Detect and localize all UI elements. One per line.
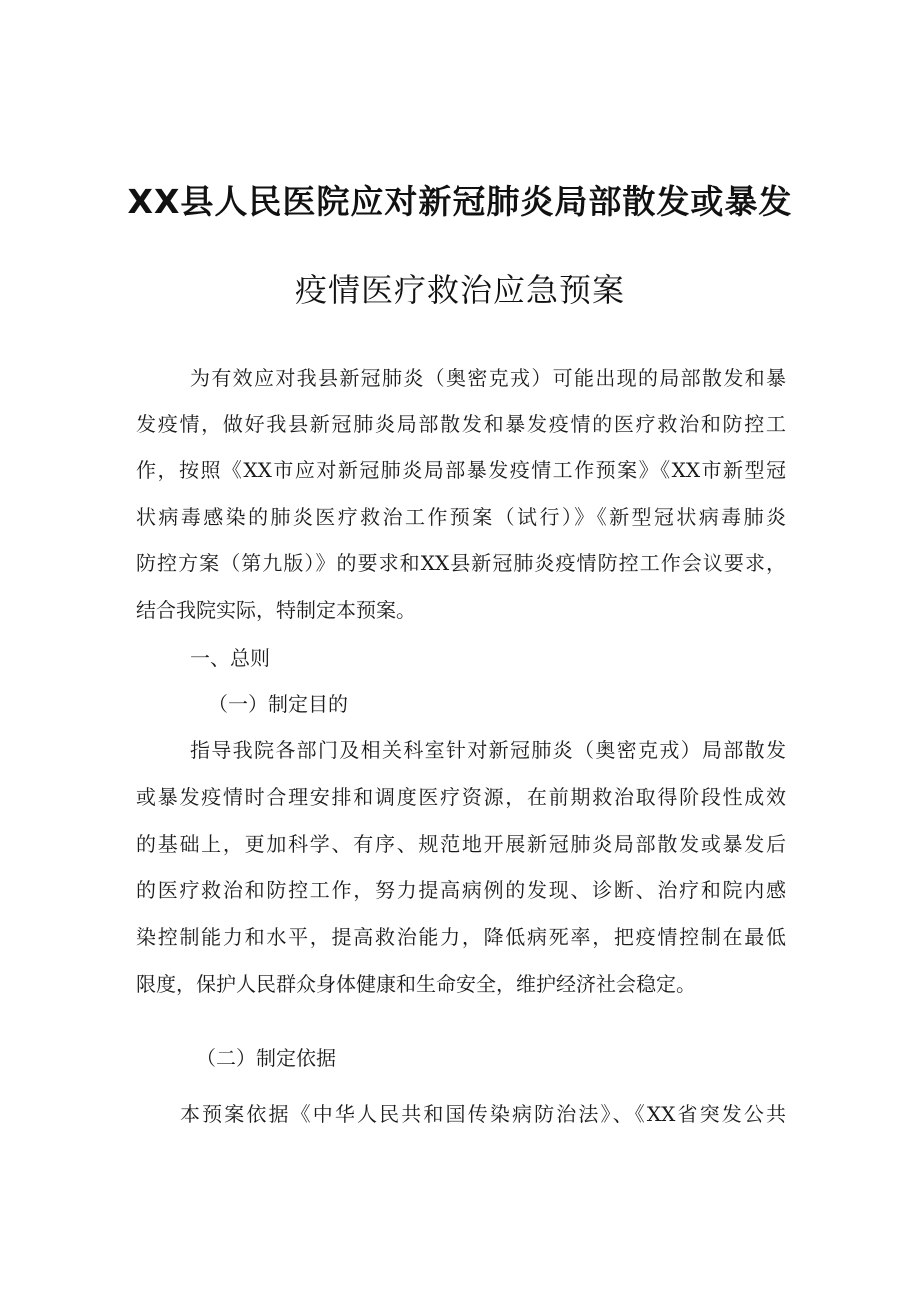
subsection-1-heading: （一）制定目的	[208, 692, 348, 716]
document-title-line-2: 疫情医疗救治应急预案	[294, 271, 625, 309]
purpose-line-5: 染控制能力和水平，提高救治能力，降低病死率，把疫情控制在最低	[136, 925, 786, 949]
intro-line-4: 状病毒感染的肺炎医疗救治工作预案（试行）》《新型冠状病毒肺炎	[136, 505, 786, 529]
purpose-line-4: 的医疗救治和防控工作，努力提高病例的发现、诊断、治疗和院内感	[136, 878, 786, 902]
purpose-line-6: 限度，保护人民群众身体健康和生命安全，维护经济社会稳定。	[136, 972, 696, 996]
intro-line-1: 为有效应对我县新冠肺炎（奥密克戎）可能出现的局部散发和暴	[190, 366, 786, 390]
purpose-line-2: 或暴发疫情时合理安排和调度医疗资源，在前期救治取得阶段性成效	[136, 785, 786, 809]
section-1-heading: 一、总则	[190, 646, 270, 670]
intro-line-5: 防控方案（第九版）》的要求和XX县新冠肺炎疫情防控工作会议要求，	[136, 551, 786, 575]
subsection-2-heading: （二）制定依据	[196, 1046, 336, 1070]
intro-line-6: 结合我院实际，特制定本预案。	[136, 598, 416, 622]
basis-line-1: 本预案依据《中华人民共和国传染病防治法》、《XX省突发公共	[180, 1102, 786, 1126]
intro-line-3: 作，按照《XX市应对新冠肺炎局部暴发疫情工作预案》《XX市新型冠	[136, 458, 786, 482]
purpose-line-1: 指导我院各部门及相关科室针对新冠肺炎（奥密克戎）局部散发	[190, 738, 786, 762]
intro-line-2: 发疫情，做好我县新冠肺炎局部散发和暴发疫情的医疗救治和防控工	[136, 412, 786, 436]
document-title-line-1: XX县人民医院应对新冠肺炎局部散发或暴发	[127, 182, 793, 221]
purpose-line-3: 的基础上，更加科学、有序、规范地开展新冠肺炎局部散发或暴发后	[136, 832, 786, 856]
